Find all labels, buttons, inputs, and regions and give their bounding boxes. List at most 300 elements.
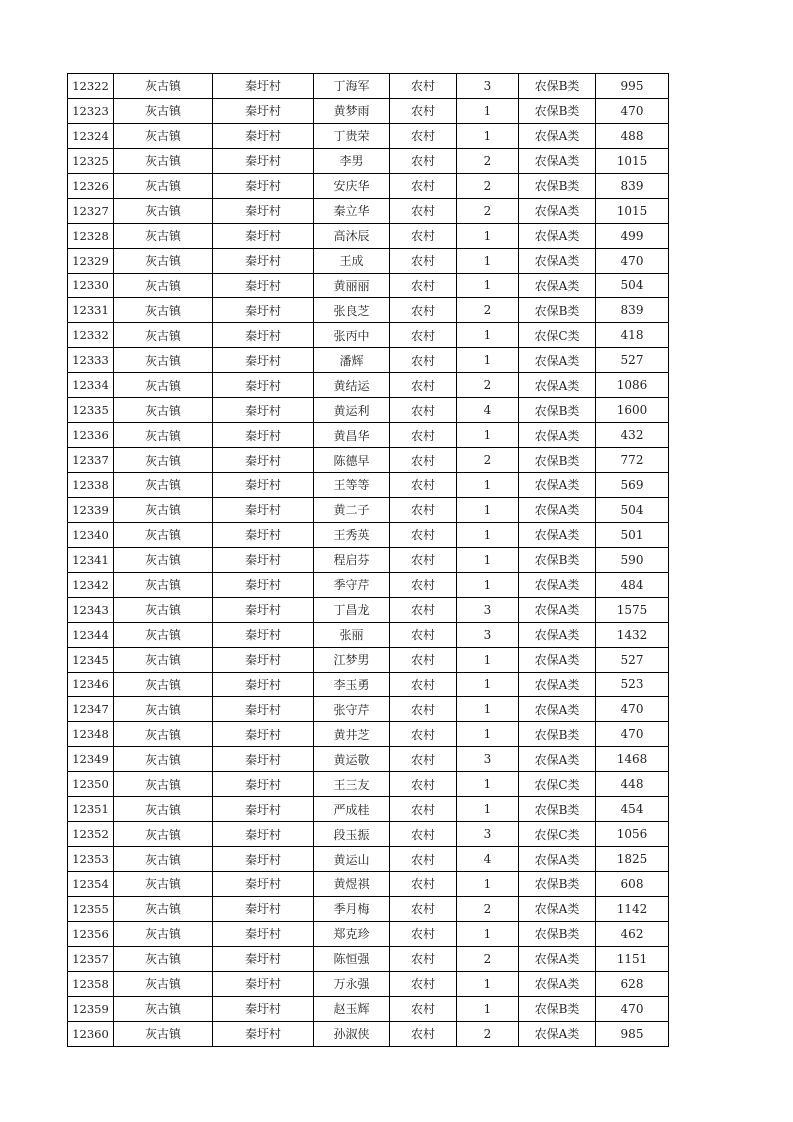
insurance-category-cell: 农保A类 [519, 1021, 596, 1046]
insurance-category-cell: 农保A类 [519, 522, 596, 547]
table-row [68, 946, 669, 971]
name-cell: 丁贵荣 [314, 123, 390, 148]
member-count-cell: 1 [457, 572, 519, 597]
record-id-cell: 12331 [68, 298, 114, 323]
town-cell: 灰古镇 [114, 847, 213, 872]
table-row [68, 173, 669, 198]
insurance-category-cell: 农保B类 [519, 547, 596, 572]
village-cell: 秦圩村 [213, 971, 314, 996]
member-count-cell: 4 [457, 398, 519, 423]
town-cell: 灰古镇 [114, 198, 213, 223]
village-cell: 秦圩村 [213, 847, 314, 872]
member-count-cell: 2 [457, 298, 519, 323]
village-cell: 秦圩村 [213, 921, 314, 946]
member-count-cell: 3 [457, 822, 519, 847]
village-cell: 秦圩村 [213, 74, 314, 99]
household-type-cell: 农村 [390, 98, 457, 123]
name-cell: 段玉振 [314, 822, 390, 847]
village-cell: 秦圩村 [213, 123, 314, 148]
member-count-cell: 3 [457, 747, 519, 772]
amount-cell: 462 [596, 921, 669, 946]
household-type-cell: 农村 [390, 797, 457, 822]
name-cell: 张丙中 [314, 323, 390, 348]
amount-cell: 470 [596, 722, 669, 747]
insurance-category-cell: 农保A类 [519, 473, 596, 498]
name-cell: 李男 [314, 148, 390, 173]
household-type-cell: 农村 [390, 597, 457, 622]
household-type-cell: 农村 [390, 822, 457, 847]
town-cell: 灰古镇 [114, 74, 213, 99]
table-row [68, 971, 669, 996]
town-cell: 灰古镇 [114, 522, 213, 547]
table-row [68, 1021, 669, 1046]
amount-cell: 1825 [596, 847, 669, 872]
town-cell: 灰古镇 [114, 971, 213, 996]
amount-cell: 418 [596, 323, 669, 348]
insurance-category-cell: 农保B类 [519, 996, 596, 1021]
town-cell: 灰古镇 [114, 622, 213, 647]
town-cell: 灰古镇 [114, 1021, 213, 1046]
insurance-category-cell: 农保A类 [519, 597, 596, 622]
name-cell: 陈德早 [314, 448, 390, 473]
table-row [68, 747, 669, 772]
member-count-cell: 2 [457, 1021, 519, 1046]
amount-cell: 772 [596, 448, 669, 473]
amount-cell: 470 [596, 996, 669, 1021]
household-type-cell: 农村 [390, 273, 457, 298]
insurance-category-cell: 农保A类 [519, 697, 596, 722]
household-type-cell: 农村 [390, 996, 457, 1021]
record-id-cell: 12343 [68, 597, 114, 622]
village-cell: 秦圩村 [213, 1021, 314, 1046]
table-row [68, 672, 669, 697]
amount-cell: 1575 [596, 597, 669, 622]
member-count-cell: 1 [457, 348, 519, 373]
record-id-cell: 12345 [68, 647, 114, 672]
village-cell: 秦圩村 [213, 298, 314, 323]
amount-cell: 569 [596, 473, 669, 498]
member-count-cell: 4 [457, 847, 519, 872]
village-cell: 秦圩村 [213, 173, 314, 198]
insurance-category-cell: 农保B类 [519, 74, 596, 99]
table-row [68, 647, 669, 672]
table-row [68, 273, 669, 298]
amount-cell: 1015 [596, 148, 669, 173]
record-id-cell: 12347 [68, 697, 114, 722]
household-type-cell: 农村 [390, 971, 457, 996]
record-id-cell: 12358 [68, 971, 114, 996]
household-type-cell: 农村 [390, 872, 457, 897]
name-cell: 黄运利 [314, 398, 390, 423]
insurance-category-cell: 农保B类 [519, 921, 596, 946]
town-cell: 灰古镇 [114, 772, 213, 797]
amount-cell: 527 [596, 348, 669, 373]
table-row [68, 497, 669, 522]
town-cell: 灰古镇 [114, 373, 213, 398]
town-cell: 灰古镇 [114, 473, 213, 498]
table-row [68, 572, 669, 597]
amount-cell: 1142 [596, 896, 669, 921]
amount-cell: 484 [596, 572, 669, 597]
insurance-category-cell: 农保A类 [519, 423, 596, 448]
table-body [68, 74, 669, 1047]
village-cell: 秦圩村 [213, 473, 314, 498]
village-cell: 秦圩村 [213, 522, 314, 547]
member-count-cell: 1 [457, 98, 519, 123]
table-row [68, 123, 669, 148]
town-cell: 灰古镇 [114, 398, 213, 423]
name-cell: 王等等 [314, 473, 390, 498]
record-id-cell: 12329 [68, 248, 114, 273]
town-cell: 灰古镇 [114, 797, 213, 822]
household-type-cell: 农村 [390, 74, 457, 99]
village-cell: 秦圩村 [213, 597, 314, 622]
village-cell: 秦圩村 [213, 547, 314, 572]
record-id-cell: 12351 [68, 797, 114, 822]
record-id-cell: 12332 [68, 323, 114, 348]
village-cell: 秦圩村 [213, 497, 314, 522]
name-cell: 张丽 [314, 622, 390, 647]
insurance-category-cell: 农保C类 [519, 323, 596, 348]
insurance-category-cell: 农保B类 [519, 722, 596, 747]
table-row [68, 772, 669, 797]
household-type-cell: 农村 [390, 373, 457, 398]
household-type-cell: 农村 [390, 473, 457, 498]
amount-cell: 454 [596, 797, 669, 822]
record-id-cell: 12342 [68, 572, 114, 597]
insurance-category-cell: 农保B类 [519, 797, 596, 822]
town-cell: 灰古镇 [114, 697, 213, 722]
member-count-cell: 1 [457, 647, 519, 672]
household-type-cell: 农村 [390, 921, 457, 946]
village-cell: 秦圩村 [213, 697, 314, 722]
insurance-category-cell: 农保A类 [519, 971, 596, 996]
record-id-cell: 12323 [68, 98, 114, 123]
record-id-cell: 12326 [68, 173, 114, 198]
village-cell: 秦圩村 [213, 946, 314, 971]
town-cell: 灰古镇 [114, 497, 213, 522]
record-id-cell: 12340 [68, 522, 114, 547]
village-cell: 秦圩村 [213, 822, 314, 847]
amount-cell: 839 [596, 173, 669, 198]
town-cell: 灰古镇 [114, 946, 213, 971]
insurance-category-cell: 农保A类 [519, 348, 596, 373]
household-type-cell: 农村 [390, 148, 457, 173]
table-row [68, 398, 669, 423]
amount-cell: 470 [596, 98, 669, 123]
record-id-cell: 12360 [68, 1021, 114, 1046]
town-cell: 灰古镇 [114, 722, 213, 747]
member-count-cell: 1 [457, 273, 519, 298]
town-cell: 灰古镇 [114, 248, 213, 273]
table-row [68, 348, 669, 373]
name-cell: 黄运山 [314, 847, 390, 872]
village-cell: 秦圩村 [213, 198, 314, 223]
member-count-cell: 1 [457, 797, 519, 822]
record-id-cell: 12353 [68, 847, 114, 872]
insurance-category-cell: 农保B类 [519, 298, 596, 323]
name-cell: 王秀英 [314, 522, 390, 547]
insurance-category-cell: 农保B类 [519, 398, 596, 423]
village-cell: 秦圩村 [213, 423, 314, 448]
town-cell: 灰古镇 [114, 822, 213, 847]
name-cell: 严成桂 [314, 797, 390, 822]
table-row [68, 872, 669, 897]
record-id-cell: 12356 [68, 921, 114, 946]
village-cell: 秦圩村 [213, 797, 314, 822]
member-count-cell: 1 [457, 722, 519, 747]
table-row [68, 622, 669, 647]
town-cell: 灰古镇 [114, 896, 213, 921]
member-count-cell: 2 [457, 173, 519, 198]
table-row [68, 298, 669, 323]
village-cell: 秦圩村 [213, 148, 314, 173]
amount-cell: 470 [596, 248, 669, 273]
name-cell: 李玉勇 [314, 672, 390, 697]
village-cell: 秦圩村 [213, 223, 314, 248]
record-id-cell: 12337 [68, 448, 114, 473]
table-row [68, 148, 669, 173]
table-row [68, 323, 669, 348]
amount-cell: 1056 [596, 822, 669, 847]
town-cell: 灰古镇 [114, 921, 213, 946]
name-cell: 黄二子 [314, 497, 390, 522]
record-id-cell: 12349 [68, 747, 114, 772]
amount-cell: 1086 [596, 373, 669, 398]
name-cell: 丁海军 [314, 74, 390, 99]
household-type-cell: 农村 [390, 123, 457, 148]
table-row [68, 448, 669, 473]
name-cell: 安庆华 [314, 173, 390, 198]
member-count-cell: 2 [457, 373, 519, 398]
name-cell: 潘辉 [314, 348, 390, 373]
member-count-cell: 1 [457, 697, 519, 722]
record-id-cell: 12357 [68, 946, 114, 971]
table-row [68, 373, 669, 398]
member-count-cell: 1 [457, 547, 519, 572]
town-cell: 灰古镇 [114, 123, 213, 148]
village-cell: 秦圩村 [213, 373, 314, 398]
village-cell: 秦圩村 [213, 348, 314, 373]
village-cell: 秦圩村 [213, 323, 314, 348]
town-cell: 灰古镇 [114, 547, 213, 572]
record-id-cell: 12335 [68, 398, 114, 423]
village-cell: 秦圩村 [213, 622, 314, 647]
member-count-cell: 3 [457, 622, 519, 647]
name-cell: 黄昌华 [314, 423, 390, 448]
insurance-category-cell: 农保B类 [519, 173, 596, 198]
amount-cell: 628 [596, 971, 669, 996]
insurance-category-cell: 农保A类 [519, 373, 596, 398]
table-row [68, 597, 669, 622]
town-cell: 灰古镇 [114, 98, 213, 123]
member-count-cell: 1 [457, 473, 519, 498]
name-cell: 季守芹 [314, 572, 390, 597]
amount-cell: 985 [596, 1021, 669, 1046]
member-count-cell: 2 [457, 896, 519, 921]
town-cell: 灰古镇 [114, 173, 213, 198]
household-type-cell: 农村 [390, 772, 457, 797]
member-count-cell: 1 [457, 223, 519, 248]
town-cell: 灰古镇 [114, 747, 213, 772]
record-id-cell: 12350 [68, 772, 114, 797]
name-cell: 黄煜祺 [314, 872, 390, 897]
household-type-cell: 农村 [390, 323, 457, 348]
village-cell: 秦圩村 [213, 896, 314, 921]
household-type-cell: 农村 [390, 173, 457, 198]
amount-cell: 1151 [596, 946, 669, 971]
household-type-cell: 农村 [390, 448, 457, 473]
member-count-cell: 1 [457, 996, 519, 1021]
table-row [68, 996, 669, 1021]
member-count-cell: 1 [457, 497, 519, 522]
household-type-cell: 农村 [390, 672, 457, 697]
amount-cell: 608 [596, 872, 669, 897]
member-count-cell: 1 [457, 772, 519, 797]
household-type-cell: 农村 [390, 497, 457, 522]
record-id-cell: 12324 [68, 123, 114, 148]
record-id-cell: 12322 [68, 74, 114, 99]
table-row [68, 547, 669, 572]
table-row [68, 74, 669, 99]
table-row [68, 797, 669, 822]
insurance-category-cell: 农保A类 [519, 497, 596, 522]
household-type-cell: 农村 [390, 722, 457, 747]
insurance-category-cell: 农保A类 [519, 647, 596, 672]
town-cell: 灰古镇 [114, 597, 213, 622]
name-cell: 江梦男 [314, 647, 390, 672]
household-type-cell: 农村 [390, 697, 457, 722]
village-cell: 秦圩村 [213, 772, 314, 797]
amount-cell: 1600 [596, 398, 669, 423]
name-cell: 黄丽丽 [314, 273, 390, 298]
member-count-cell: 2 [457, 198, 519, 223]
town-cell: 灰古镇 [114, 872, 213, 897]
amount-cell: 470 [596, 697, 669, 722]
town-cell: 灰古镇 [114, 323, 213, 348]
amount-cell: 488 [596, 123, 669, 148]
record-id-cell: 12328 [68, 223, 114, 248]
household-type-cell: 农村 [390, 522, 457, 547]
table-row [68, 198, 669, 223]
table-row [68, 697, 669, 722]
amount-cell: 501 [596, 522, 669, 547]
name-cell: 程启芬 [314, 547, 390, 572]
record-id-cell: 12330 [68, 273, 114, 298]
data-table [67, 73, 669, 1047]
record-id-cell: 12344 [68, 622, 114, 647]
town-cell: 灰古镇 [114, 348, 213, 373]
table-row [68, 423, 669, 448]
table-row [68, 223, 669, 248]
table-row [68, 248, 669, 273]
village-cell: 秦圩村 [213, 872, 314, 897]
name-cell: 孙淑侠 [314, 1021, 390, 1046]
amount-cell: 527 [596, 647, 669, 672]
insurance-category-cell: 农保A类 [519, 148, 596, 173]
member-count-cell: 1 [457, 672, 519, 697]
name-cell: 王成 [314, 248, 390, 273]
member-count-cell: 1 [457, 248, 519, 273]
household-type-cell: 农村 [390, 747, 457, 772]
town-cell: 灰古镇 [114, 223, 213, 248]
insurance-category-cell: 农保C类 [519, 772, 596, 797]
amount-cell: 1015 [596, 198, 669, 223]
village-cell: 秦圩村 [213, 996, 314, 1021]
name-cell: 黄井芝 [314, 722, 390, 747]
amount-cell: 504 [596, 273, 669, 298]
amount-cell: 995 [596, 74, 669, 99]
insurance-category-cell: 农保A类 [519, 273, 596, 298]
insurance-category-cell: 农保A类 [519, 747, 596, 772]
household-type-cell: 农村 [390, 1021, 457, 1046]
village-cell: 秦圩村 [213, 398, 314, 423]
amount-cell: 499 [596, 223, 669, 248]
town-cell: 灰古镇 [114, 148, 213, 173]
member-count-cell: 2 [457, 148, 519, 173]
member-count-cell: 1 [457, 872, 519, 897]
insurance-category-cell: 农保A类 [519, 248, 596, 273]
record-id-cell: 12338 [68, 473, 114, 498]
household-type-cell: 农村 [390, 298, 457, 323]
household-type-cell: 农村 [390, 398, 457, 423]
town-cell: 灰古镇 [114, 572, 213, 597]
name-cell: 张良芝 [314, 298, 390, 323]
town-cell: 灰古镇 [114, 672, 213, 697]
member-count-cell: 3 [457, 74, 519, 99]
village-cell: 秦圩村 [213, 647, 314, 672]
town-cell: 灰古镇 [114, 423, 213, 448]
table-row [68, 921, 669, 946]
record-id-cell: 12359 [68, 996, 114, 1021]
village-cell: 秦圩村 [213, 248, 314, 273]
amount-cell: 1432 [596, 622, 669, 647]
record-id-cell: 12327 [68, 198, 114, 223]
table-row [68, 896, 669, 921]
name-cell: 黄梦雨 [314, 98, 390, 123]
table-row [68, 473, 669, 498]
record-id-cell: 12354 [68, 872, 114, 897]
record-id-cell: 12325 [68, 148, 114, 173]
amount-cell: 448 [596, 772, 669, 797]
household-type-cell: 农村 [390, 198, 457, 223]
town-cell: 灰古镇 [114, 996, 213, 1021]
amount-cell: 523 [596, 672, 669, 697]
insurance-category-cell: 农保A类 [519, 572, 596, 597]
amount-cell: 504 [596, 497, 669, 522]
insurance-category-cell: 农保A类 [519, 123, 596, 148]
household-type-cell: 农村 [390, 896, 457, 921]
town-cell: 灰古镇 [114, 448, 213, 473]
insurance-category-cell: 农保A类 [519, 847, 596, 872]
name-cell: 黄运敬 [314, 747, 390, 772]
name-cell: 王三友 [314, 772, 390, 797]
village-cell: 秦圩村 [213, 747, 314, 772]
record-id-cell: 12355 [68, 896, 114, 921]
table-row [68, 522, 669, 547]
village-cell: 秦圩村 [213, 572, 314, 597]
member-count-cell: 1 [457, 323, 519, 348]
member-count-cell: 1 [457, 522, 519, 547]
name-cell: 秦立华 [314, 198, 390, 223]
amount-cell: 432 [596, 423, 669, 448]
town-cell: 灰古镇 [114, 298, 213, 323]
town-cell: 灰古镇 [114, 273, 213, 298]
table-row [68, 847, 669, 872]
insurance-category-cell: 农保B类 [519, 872, 596, 897]
insurance-category-cell: 农保A类 [519, 198, 596, 223]
village-cell: 秦圩村 [213, 98, 314, 123]
